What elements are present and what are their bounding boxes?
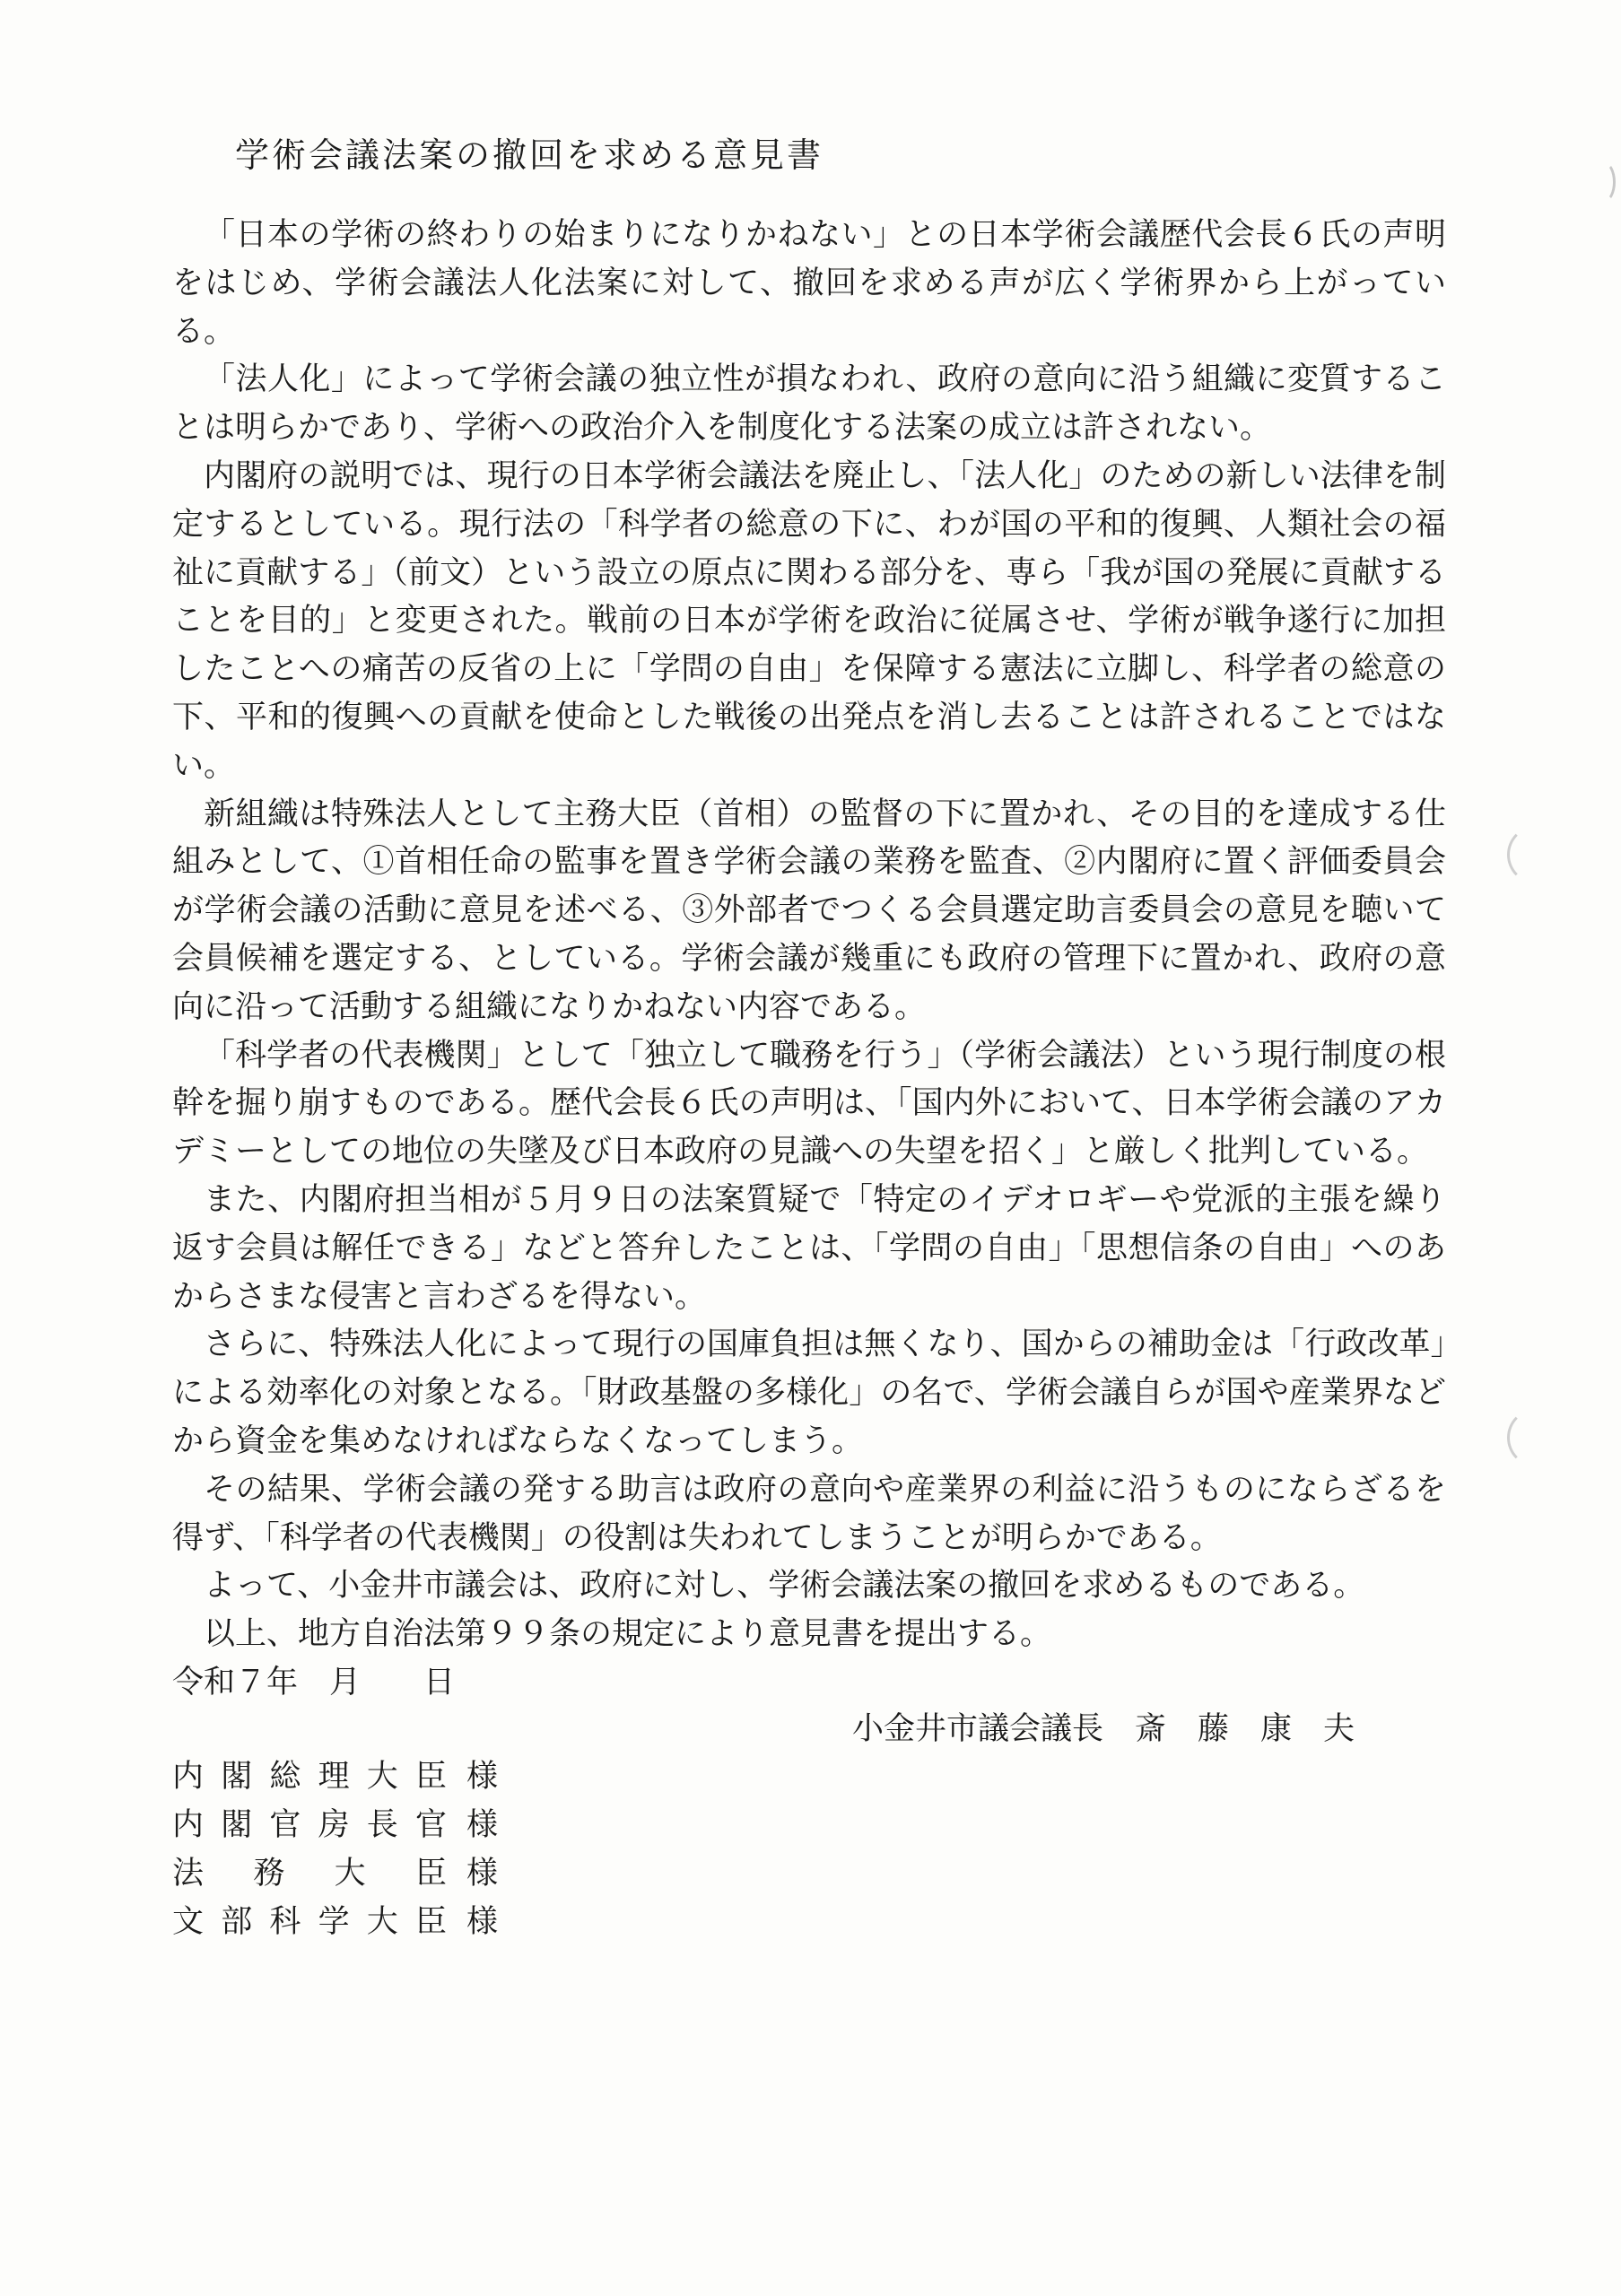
paragraph: 「日本の学術の終わりの始まりになりかねない」との日本学術会議歴代会長６氏の声明をはじめ、学術会議法人化法案に対して、撤回を求める声が広く学術界から上がっている。 — [172, 217, 1446, 350]
addressee — [172, 1849, 498, 1898]
paragraph: その結果、学術会議の発する助言は政府の意向や産業界の利益に沿うものにならざるを得ず、「科学者の代表機関」の役割は失われてしまうことが明らかである。 — [172, 1471, 1446, 1556]
addressee-name: 文部科学大臣 — [172, 1904, 447, 1940]
scan-artifact-mark — [1592, 161, 1616, 203]
paragraph: 「法人化」によって学術会議の独立性が損なわれ、政府の意向に沿う組織に変質することは明らかであり、学術への政治介入を制度化する法案の成立は許されない。 — [172, 361, 1446, 447]
paragraph: さらに、特殊法人化によって現行の国庫負担は無くなり、国からの補助金は「行政改革」による効率化の対象となる。「財政基盤の多様化」の名で、学術会議自らが国や産業界などから資金を集めなければならなくなってしまう。 — [172, 1326, 1446, 1459]
paragraph: 新組織は特殊法人として主務大臣（首相）の監督の下に置かれ、その目的を達成する仕組みとして、①首相任命の監事を置き学術会議の業務を監査、②内閣府に置く評価委員会が学術会議の活動に意見を述べる、③外部者でつくる会員選定助言委員会の意見を聴いて会員候補を選定する、としている。学術会議が幾重にも政府の管理下に置かれ、政府の意向に沿って活動する組織になりかねない内容である。 — [172, 796, 1446, 1025]
addressee — [172, 1752, 498, 1801]
document-title: 学術会議法案の撤回を求める意見書 — [235, 135, 824, 175]
addressee-name: 内閣総理大臣 — [172, 1759, 447, 1795]
paragraph: 「科学者の代表機関」として「独立して職務を行う」（学術会議法）という現行制度の根幹を掘り崩すものである。歴代会長６氏の声明は、「国内外において、日本学術会議のアカデミーとしての地位の失墜及び日本政府の見識への失望を招く」と厳しく批判している。 — [172, 1037, 1446, 1170]
scan-artifact-mark — [1507, 825, 1566, 884]
addressee — [172, 1898, 498, 1946]
addressee-honorific: 様 — [466, 1807, 499, 1843]
paragraph: 内閣府の説明では、現行の日本学術会議法を廃止し、「法人化」のための新しい法律を制定するとしている。現行法の「科学者の総意の下に、わが国の平和的復興、人類社会の福祉に貢献する」（前文）という設立の原点に関わる部分を、専ら「我が国の発展に貢献することを目的」と変更された。戦前の日本が学術を政治に従属させ、学術が戦争遂行に加担したことへの痛苦の反省の上に「学問の自由」を保障する憲法に立脚し、科学者の総意の下、平和的復興への貢献を使命とした戦後の出発点を消し去ることは許されることではない。 — [172, 457, 1446, 784]
addressee — [172, 1801, 498, 1849]
addressee-list — [172, 1752, 498, 1946]
paragraph: 以上、地方自治法第９９条の規定により意見書を提出する。 — [204, 1616, 1052, 1653]
addressee-name: 法務大臣 — [172, 1856, 447, 1892]
addressee-honorific: 様 — [466, 1759, 499, 1795]
document-body — [172, 212, 1446, 1659]
signature: 小金井市議会議長 斎 藤 康 夫 — [852, 1711, 1355, 1747]
document-date: 令和７年 月 日 — [172, 1665, 456, 1700]
paragraph: よって、小金井市議会は、政府に対し、学術会議法案の撤回を求めるものである。 — [204, 1568, 1365, 1605]
addressee-name: 内閣官房長官 — [172, 1807, 447, 1843]
addressee-honorific: 様 — [466, 1904, 499, 1940]
paragraph: また、内閣府担当相が５月９日の法案質疑で「特定のイデオロギーや党派的主張を繰り返す会員は解任できる」などと答弁したことは、「学問の自由」「思想信条の自由」へのあからさまな侵害と言わざるを得ない。 — [172, 1181, 1446, 1315]
scan-artifact-mark — [1507, 1408, 1566, 1467]
addressee-honorific: 様 — [466, 1856, 499, 1892]
